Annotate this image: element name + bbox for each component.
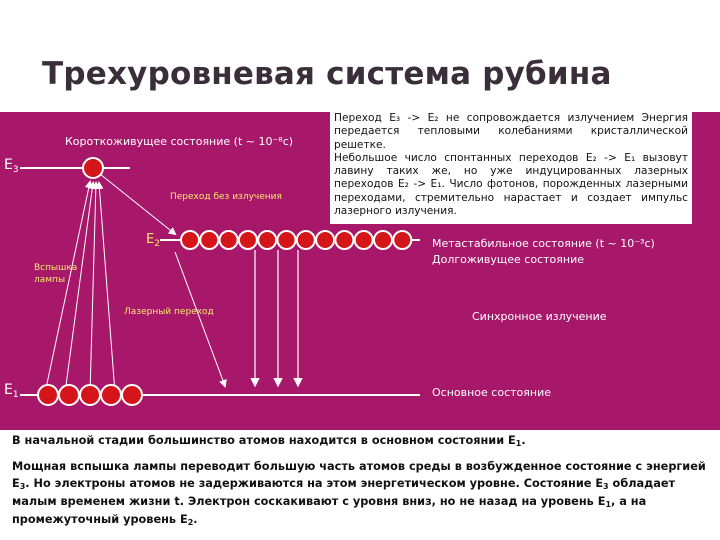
atom-e2 xyxy=(335,231,353,249)
atom-e2 xyxy=(258,231,276,249)
page-title: Трехуровневая система рубина xyxy=(42,56,612,92)
ground-label: Основное состояние xyxy=(432,386,551,399)
atom-e2 xyxy=(220,231,238,249)
no-radiation-arrow xyxy=(95,170,175,234)
atom-e2 xyxy=(355,231,373,249)
synchronous-label: Синхронное излучение xyxy=(472,310,607,323)
atom-e3 xyxy=(83,158,103,178)
short-lived-label: Короткоживущее состояние (t ~ 10⁻⁸c) xyxy=(65,135,294,148)
level-e2-label: $E_2$ xyxy=(146,232,160,249)
atom-e2 xyxy=(316,231,334,249)
no-radiation-label: Переход без излучения xyxy=(170,192,282,202)
info-paragraph-2: Небольшое число спонтанных переходов E₂ -> E₁ вызовут лавину таких же, но уже индуцированных лазерных переходов E₂ -> E₁. Число фотонов, порожденных лазерными переходами, стремительно нарастает и создает импульс лазерного излучения. xyxy=(334,151,688,218)
atom-e2 xyxy=(278,231,296,249)
bottom-text xyxy=(12,432,712,537)
pump-arrow xyxy=(99,183,115,393)
atom-e2 xyxy=(181,231,199,249)
bottom-paragraph-1: В начальной стадии большинство атомов находится в основном состоянии E1. xyxy=(12,434,526,448)
atom-e2 xyxy=(393,231,411,249)
metastable-label-2: Долгоживущее состояние xyxy=(432,253,584,266)
atom-e2 xyxy=(239,231,257,249)
pump-arrow xyxy=(45,182,90,393)
atom-e1 xyxy=(59,385,79,405)
pump-arrow xyxy=(65,183,93,393)
atom-e1 xyxy=(101,385,121,405)
atom-e2 xyxy=(200,231,218,249)
lamp-flash-label-1: Вспышка xyxy=(34,263,78,273)
info-box xyxy=(330,109,692,224)
metastable-label-1: Метастабильное состояние (t ~ 10⁻³c) xyxy=(432,237,655,250)
laser-transition-label: Лазерный переход xyxy=(124,307,214,317)
laser-arrow xyxy=(175,252,225,386)
atom-e2 xyxy=(297,231,315,249)
pump-arrow xyxy=(90,183,96,393)
bottom-paragraph-2: Мощная вспышка лампы переводит большую часть атомов среды в возбужденное состояние с энергией E3. Но электроны атомов не задерживаются на этом энергетическом уровне. Состояние E3 обладает малым временем жизни t. Электрон соскакивают с уровня вниз, но не назад на уровень E1, а на промежуточный уровень E2. xyxy=(12,460,706,527)
atom-e1 xyxy=(80,385,100,405)
info-paragraph-1: Переход E₃ -> E₂ не сопровождается излучением Энергия передается тепловыми колебаниями кристаллической решетке. xyxy=(334,112,688,151)
level-e1-label: $E_1$ xyxy=(4,382,19,400)
atom-e1 xyxy=(38,385,58,405)
atom-e2 xyxy=(374,231,392,249)
lamp-flash-label-2: лампы xyxy=(34,275,66,285)
level-e3-label: $E_3$ xyxy=(4,157,19,175)
atom-e1 xyxy=(122,385,142,405)
